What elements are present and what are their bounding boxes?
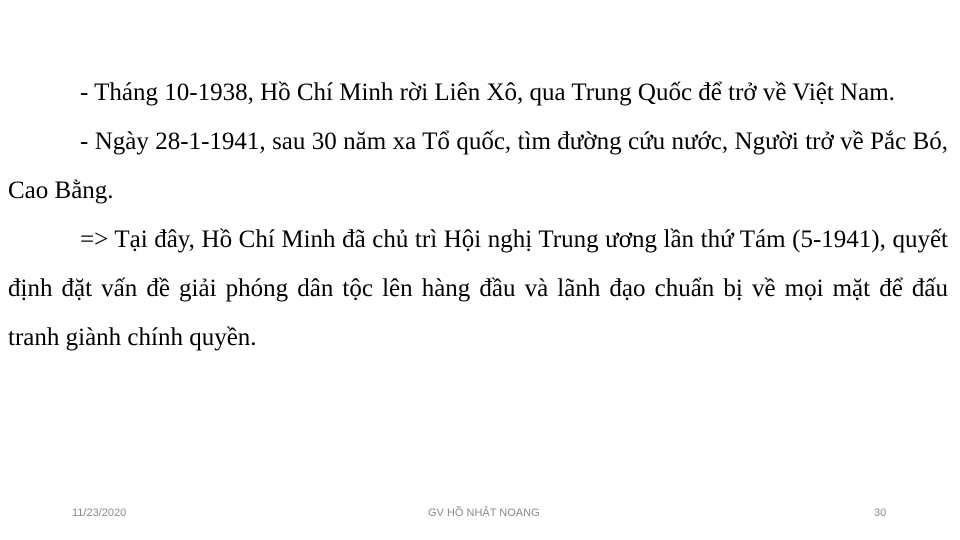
slide-body-text — [8, 68, 948, 362]
paragraph-hoi-nghi-trung-uong: => Tại đây, Hồ Chí Minh đã chủ trì Hội nghị Trung ương lần thứ Tám (5-1941), quyết định đặt vấn đề giải phóng dân tộc lên hàng đầu và lãnh đạo chuẩn bị về mọi mặt để đấu tranh giành chính quyền. — [8, 226, 948, 351]
footer-page-number: 30 — [874, 507, 887, 519]
paragraph-ngay-28-1-1941: - Ngày 28-1-1941, sau 30 năm xa Tổ quốc, tìm đường cứu nước, Người trở về Pắc Bó, Cao Bằng. — [8, 128, 948, 204]
footer-author: GV HỒ NHẬT NOANG — [428, 507, 540, 519]
paragraph-thang-10-1938: - Tháng 10-1938, Hồ Chí Minh rời Liên Xô, qua Trung Quốc để trở về Việt Nam. — [80, 79, 895, 106]
footer-date: 11/23/2020 — [72, 507, 127, 519]
